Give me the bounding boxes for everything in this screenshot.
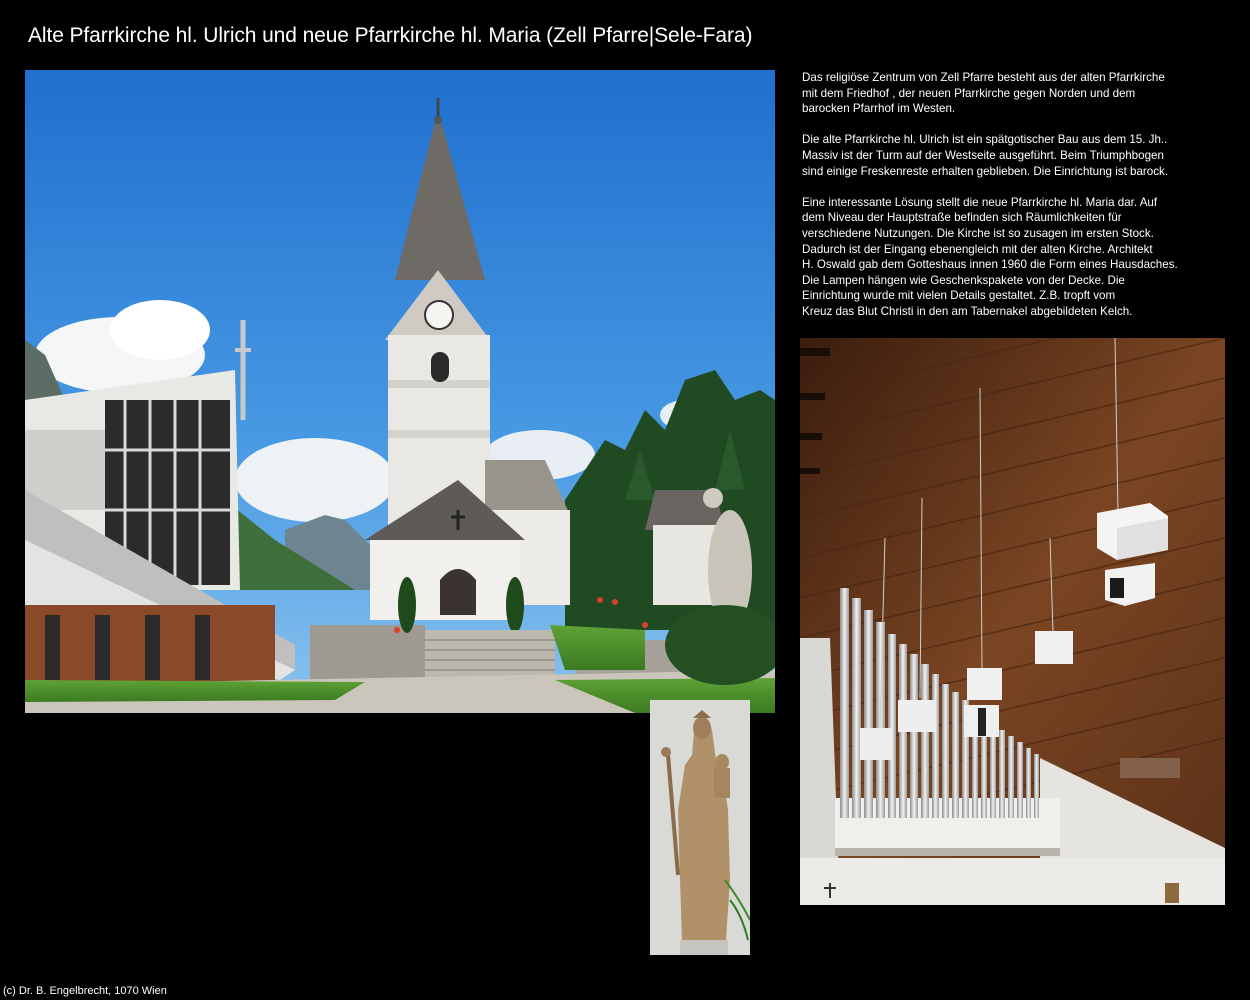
text-line: Dadurch ist der Eingang ebenengleich mit der alten Kirche. Architekt: [802, 242, 1153, 256]
text-line: sind einige Freskenreste erhalten geblieben. Die Einrichtung ist barock.: [802, 164, 1169, 178]
text-line: Einrichtung wurde mit vielen Details gestaltet. Z.B. tropft vom: [802, 289, 1116, 303]
paragraph-1: [802, 70, 1222, 117]
text-line: Die Lampen hängen wie Geschenkspakete von der Decke. Die: [802, 273, 1125, 287]
text-line: barocken Pfarrhof im Westen.: [802, 102, 956, 116]
madonna-photo: [650, 700, 750, 955]
text-line: Die alte Pfarrkirche hl. Ulrich ist ein spätgotischer Bau aus dem 15. Jh..: [802, 133, 1168, 147]
text-line: mit dem Friedhof , der neuen Pfarrkirche gegen Norden und dem: [802, 86, 1136, 100]
description-text: [802, 70, 1222, 335]
page-title: Alte Pfarrkirche hl. Ulrich und neue Pfarrkirche hl. Maria (Zell Pfarre|Sele-Fara): [28, 24, 753, 47]
text-line: H. Oswald gab dem Gotteshaus innen 1960 die Form eines Hausdaches.: [802, 258, 1178, 272]
paragraph-2: [802, 132, 1222, 179]
paragraph-3: [802, 195, 1222, 320]
text-line: Kreuz das Blut Christi in den am Tabernakel abgebildeten Kelch.: [802, 304, 1133, 318]
text-line: Eine interessante Lösung stellt die neue Pfarrkirche hl. Maria dar. Auf: [802, 195, 1158, 209]
text-line: Massiv ist der Turm auf der Westseite ausgeführt. Beim Triumphbogen: [802, 148, 1164, 162]
interior-photo: [800, 338, 1225, 905]
church-photo: [25, 70, 775, 713]
copyright-credit: (c) Dr. B. Engelbrecht, 1070 Wien: [3, 985, 167, 997]
text-line: dem Niveau der Hauptstraße befinden sich Räumlichkeiten für: [802, 211, 1122, 225]
text-line: Das religiöse Zentrum von Zell Pfarre besteht aus der alten Pfarrkirche: [802, 71, 1165, 84]
text-line: verschiedene Nutzungen. Die Kirche ist so zusagen im ersten Stock.: [802, 226, 1154, 240]
